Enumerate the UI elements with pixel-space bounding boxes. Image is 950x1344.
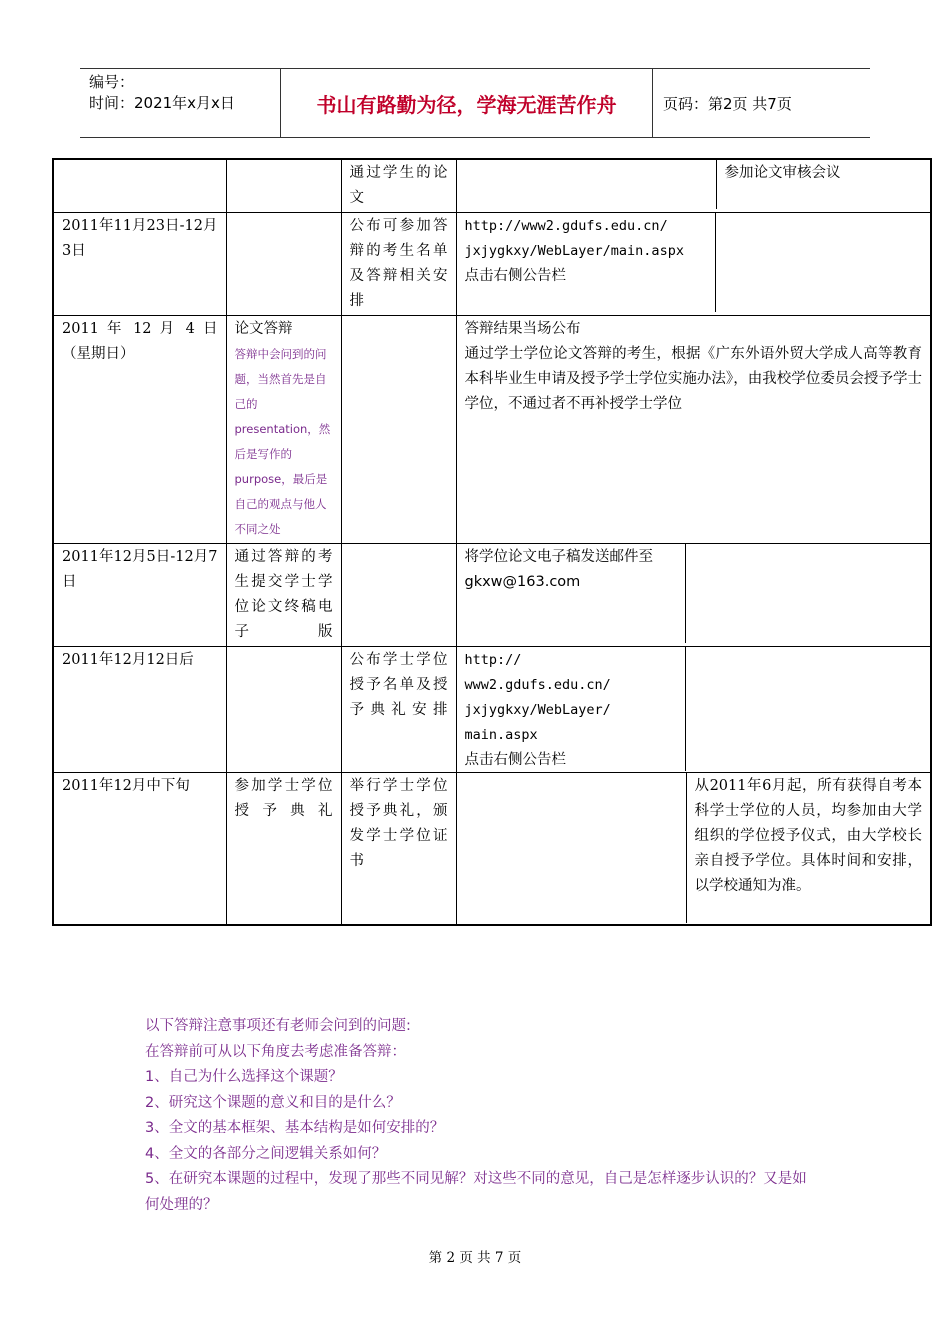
cell-result <box>456 316 931 544</box>
link-note: 点击右侧公告栏 <box>464 752 566 768</box>
cell-remark <box>686 544 931 643</box>
cell-link <box>457 160 717 209</box>
cell-date: 2011年11月23日-12月3日 <box>53 213 226 316</box>
cell-item: 参加学士学位授予典礼 <box>226 773 341 925</box>
cell-item: 通过答辩的考生提交学士学位论文终稿电子版 <box>226 544 341 647</box>
cell-content <box>341 316 456 544</box>
page-header <box>80 68 870 138</box>
cell-content: 举行学士学位授予典礼，颁发学士学位证书 <box>341 773 456 925</box>
result-line: 答辩结果当场公布 <box>464 321 581 337</box>
cell-item <box>226 159 341 213</box>
cell-item <box>226 647 341 773</box>
cell-content <box>341 544 456 647</box>
defense-notes <box>145 1014 815 1218</box>
notes-question: 4、全文的各部分之间逻辑关系如何？ <box>145 1145 387 1162</box>
url-line[interactable]: http://www2.gdufs.edu.cn/ <box>464 218 668 234</box>
cell-content: 公布可参加答辩的考生名单及答辩相关安排 <box>341 213 456 316</box>
notes-question: 5、在研究本课题的过程中，发现了那些不同见解？对这些不同的意见，自己是怎样逐步认识的？又是如何处理的？ <box>145 1171 807 1213</box>
cell-remark: 从2011年6月起，所有获得自考本科学士学位的人员，均参加由大学组织的学位授予仪式，由大学校长亲自授予学位。具体时间和安排，以学校通知为准。 <box>694 778 922 894</box>
notes-question: 3、全文的基本框架、基本结构是如何安排的？ <box>145 1120 445 1136</box>
url-line[interactable]: www2.gdufs.edu.cn/ <box>464 677 611 693</box>
cell-split <box>456 213 931 316</box>
schedule-table <box>52 158 932 926</box>
cell-link <box>457 773 687 923</box>
table-row <box>53 159 931 213</box>
table-row <box>53 773 931 925</box>
item-note: 答辩中会问到的问题，当然首先是自己的presentation，然后是写作的purpose，最后是自己的观点与他人不同之处 <box>234 347 331 536</box>
cell-content: 公布学士学位授予名单及授予典礼安排 <box>341 647 456 773</box>
cell-date: 2011年12月5日-12月7日 <box>53 544 226 647</box>
url-line[interactable]: http:// <box>464 652 522 668</box>
cell-remark: 参加论文审核会议 <box>724 165 841 181</box>
cell-remark <box>686 647 931 771</box>
notes-question: 1、自己为什么选择这个课题？ <box>145 1069 343 1085</box>
cell-split <box>456 773 931 925</box>
cell-date: 2011年12月中下旬 <box>53 773 226 925</box>
url-line[interactable]: jxjygkxy/WebLayer/ <box>464 702 611 718</box>
cell-email <box>457 544 686 643</box>
cell-item <box>226 213 341 316</box>
url-line[interactable]: jxjygkxy/WebLayer/main.aspx <box>464 243 684 259</box>
header-meta <box>80 69 281 137</box>
header-time: 时间：2021年x月x日 <box>89 94 235 112</box>
table-row <box>53 544 931 647</box>
header-number: 编号： <box>89 73 135 91</box>
cell-date: 2011 年 12 月 4 日（星期日） <box>53 316 226 544</box>
cell-date <box>53 159 226 213</box>
cell-content: 通过学生的论文 <box>341 159 456 213</box>
header-page-info: 页码：第2页 共7页 <box>663 94 792 113</box>
table-row <box>53 213 931 316</box>
cell-date: 2011年12月12日后 <box>53 647 226 773</box>
link-note: 点击右侧公告栏 <box>464 268 566 284</box>
notes-intro: 在答辩前可从以下角度去考虑准备答辩： <box>145 1043 406 1060</box>
cell-item <box>226 316 341 544</box>
cell-link <box>457 213 716 312</box>
cell-split <box>456 159 931 213</box>
table-row <box>53 647 931 773</box>
cell-split <box>456 544 931 647</box>
cell-remark <box>716 213 931 312</box>
result-detail: 通过学士学位论文答辩的考生，根据《广东外语外贸大学成人高等教育本科毕业生申请及授予学士学位实施办法》，由我校学位委员会授予学士学位，不通过者不再补授学士学位 <box>464 346 922 412</box>
email-address[interactable]: gkxw@163.com <box>464 574 581 590</box>
notes-question: 2、研究这个课题的意义和目的是什么？ <box>145 1094 401 1111</box>
email-line: 将学位论文电子稿发送邮件至 <box>464 549 653 565</box>
cell-link <box>457 647 686 771</box>
page-footer: 第 2 页 共 7 页 <box>428 1250 522 1266</box>
item-title: 论文答辩 <box>234 321 293 337</box>
notes-intro: 以下答辩注意事项还有老师会问到的问题: <box>145 1018 411 1034</box>
cell-split <box>456 647 931 773</box>
table-row <box>53 316 931 544</box>
header-motto: 书山有路勤为径，学海无涯苦作舟 <box>281 69 653 137</box>
url-line[interactable]: main.aspx <box>464 727 538 743</box>
